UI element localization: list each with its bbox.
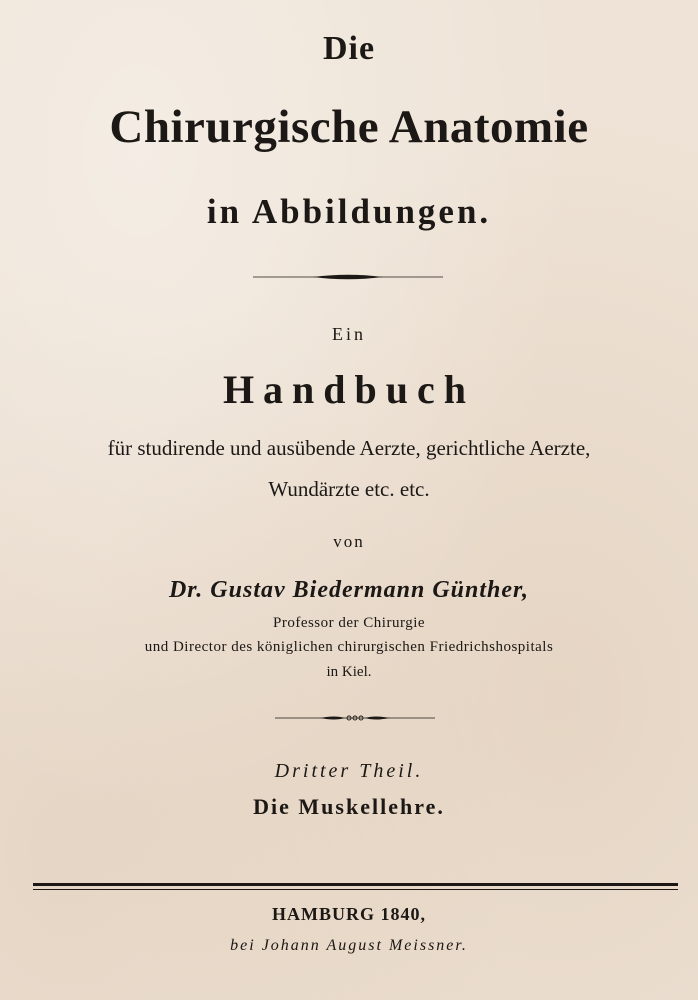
double-rule-thin [33,889,678,890]
audience-line-2: Wundärzte etc. etc. [268,477,430,501]
author-name: Dr. Gustav Biedermann Günther, [168,577,530,603]
author-position-line-3: in Kiel. [326,664,372,680]
volume-subject: Die Muskellehre. [253,794,445,819]
imprint-publisher: bei Johann August Meissner. [230,937,468,954]
subtitle-handbuch: Handbuch [222,367,476,412]
title-line-3: in Abbildungen. [206,192,492,231]
imprint-place-year: HAMBURG 1840, [272,904,426,924]
ornamental-rule-top [253,271,443,283]
double-rule-thick [33,883,678,886]
author-von: von [333,532,365,551]
author-position-line-1: Professor der Chirurgie [272,615,426,631]
ornamental-rule-middle [275,712,435,724]
title-line-1: Die [322,30,376,67]
volume-part: Dritter Theil. [274,760,424,782]
subtitle-ein: Ein [332,324,366,344]
audience-line-1: für studirende und ausübende Aerzte, gerichtliche Aerzte, [107,436,591,460]
author-position-line-2: und Director des königlichen chirurgischen Friedrichshospitals [144,639,554,655]
title-line-2: Chirurgische Anatomie [109,101,589,153]
